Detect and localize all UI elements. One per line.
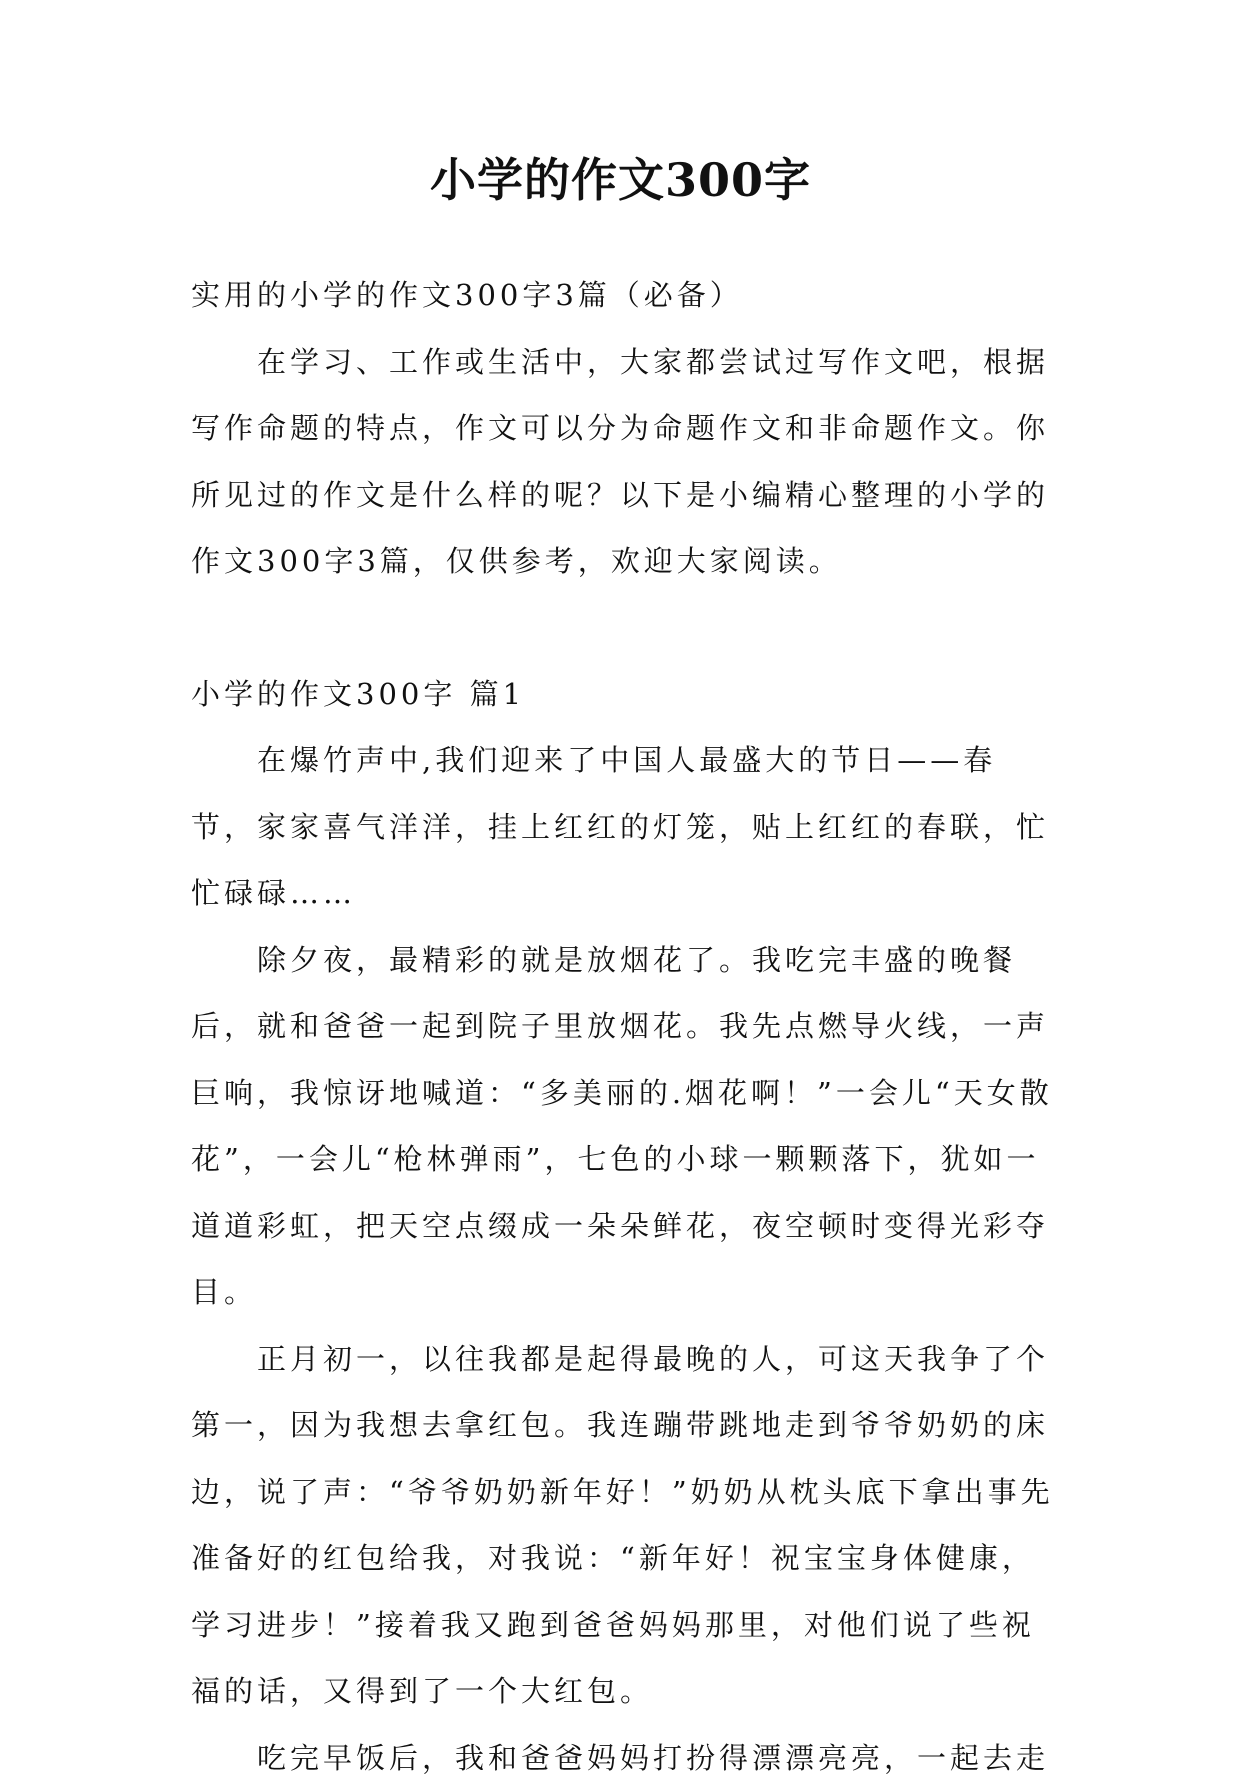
document-subtitle: 实用的小学的作文300字3篇（必备） — [191, 262, 1056, 329]
document-title: 小学的作文300字 — [0, 150, 1241, 210]
paragraph-2: 除夕夜，最精彩的就是放烟花了。我吃完丰盛的晚餐后，就和爸爸一起到院子里放烟花。我先点燃导火线，一声巨响，我惊讶地喊道：“多美丽的.烟花啊！”一会儿“天女散花”，一会儿“枪林弹雨”，七色的小球一颗颗落下，犹如一道道彩虹，把天空点缀成一朵朵鲜花，夜空顿时变得光彩夺目。 — [191, 927, 1056, 1326]
paragraph-1: 在爆竹声中,我们迎来了中国人最盛大的节日——春节，家家喜气洋洋，挂上红红的灯笼，贴上红红的春联，忙忙碌碌…… — [191, 727, 1056, 927]
section-spacer — [191, 595, 1056, 661]
document-body — [191, 262, 1056, 1791]
paragraph-3: 正月初一，以往我都是起得最晚的人，可这天我争了个第一，因为我想去拿红包。我连蹦带跳地走到爷爷奶奶的床边，说了声：“爷爷奶奶新年好！”奶奶从枕头底下拿出事先准备好的红包给我，对我说：“新年好！祝宝宝身体健康，学习进步！”接着我又跑到爸爸妈妈那里，对他们说了些祝福的话，又得到了一个大红包。 — [191, 1326, 1056, 1725]
paragraph-4: 吃完早饭后，我和爸爸妈妈打扮得漂漂亮亮，一起去走 — [191, 1725, 1056, 1791]
section-heading: 小学的作文300字 篇1 — [191, 661, 1056, 728]
intro-paragraph: 在学习、工作或生活中，大家都尝试过写作文吧，根据写作命题的特点，作文可以分为命题作文和非命题作文。你所见过的作文是什么样的呢？以下是小编精心整理的小学的作文300字3篇，仅供参考，欢迎大家阅读。 — [191, 329, 1056, 595]
